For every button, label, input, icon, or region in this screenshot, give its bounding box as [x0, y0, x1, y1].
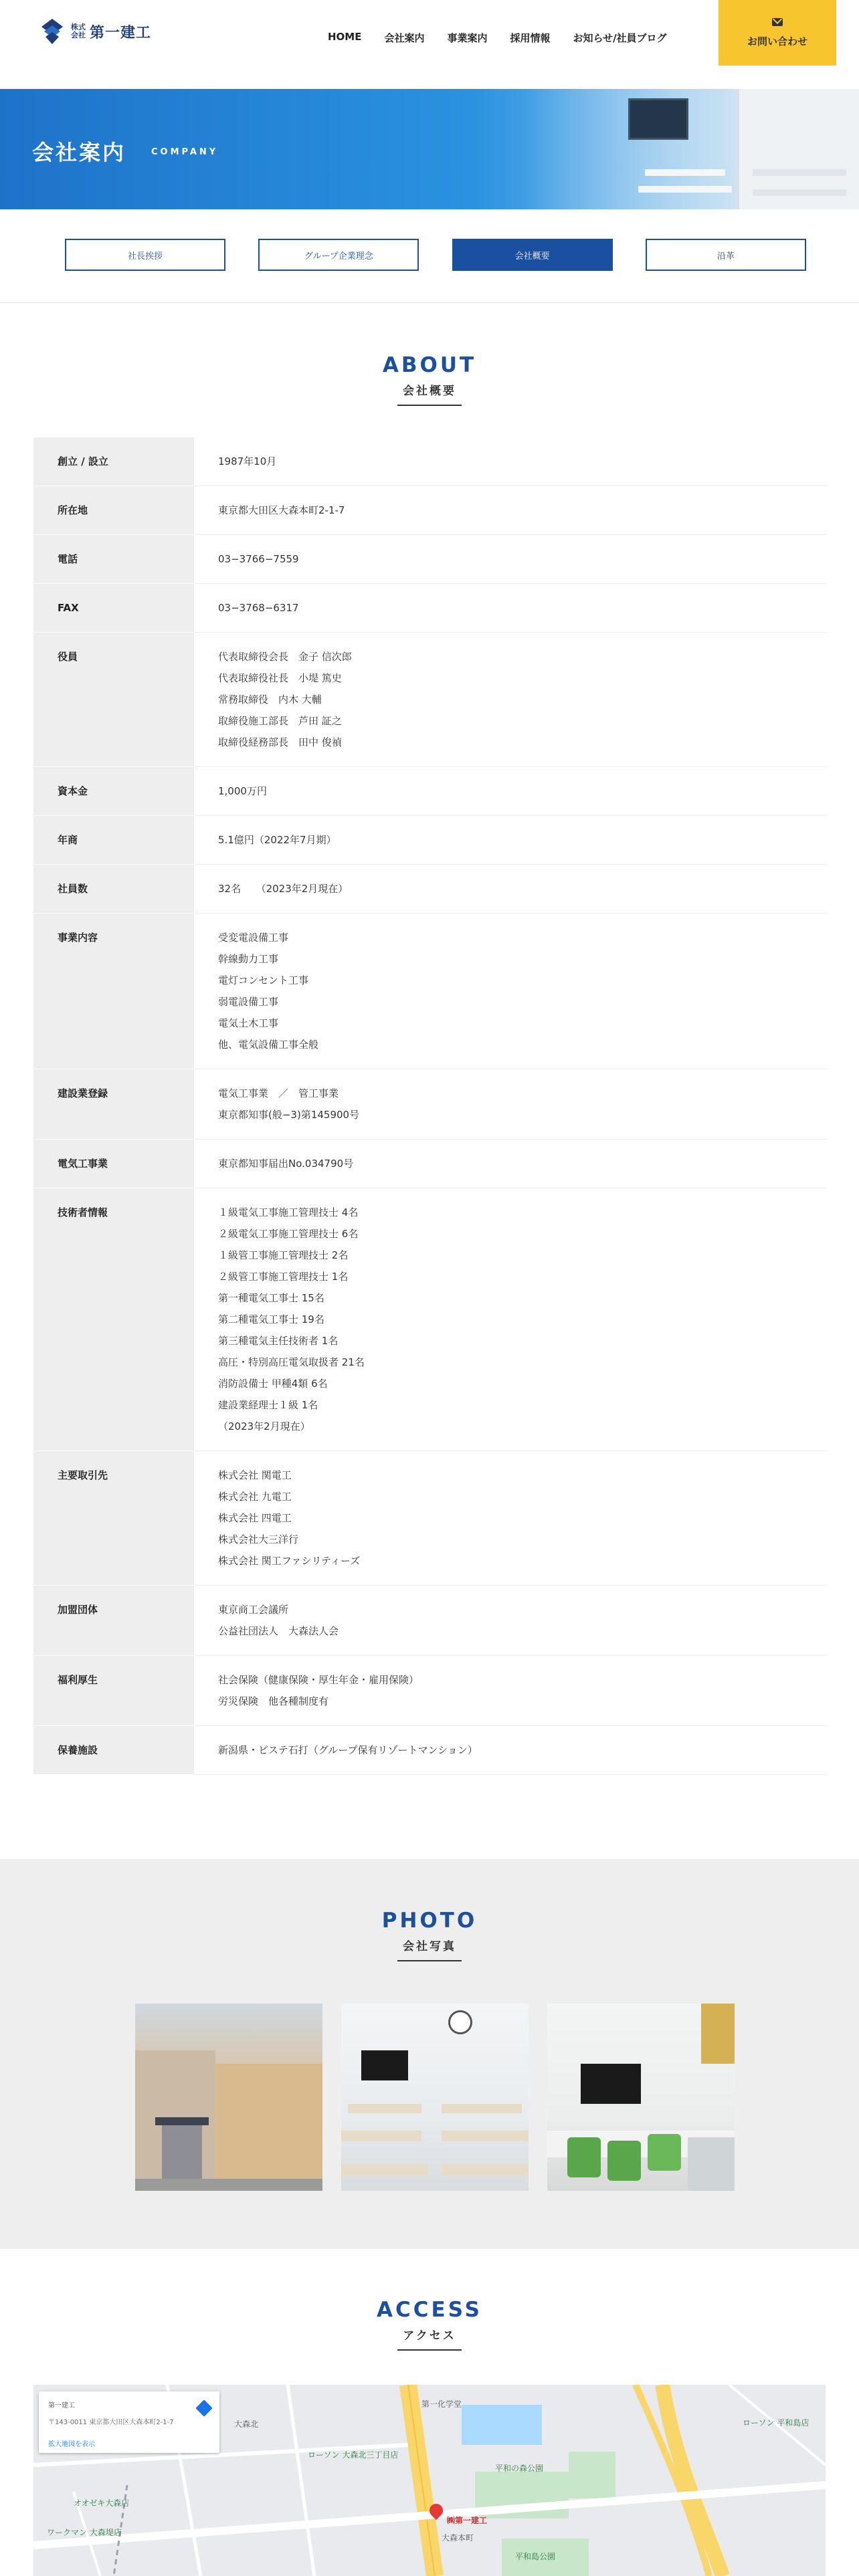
table-row: [33, 1586, 827, 1656]
row-value: [194, 437, 827, 486]
row-value: [194, 914, 827, 1069]
hero-desk-shape: [753, 169, 846, 176]
nav-business[interactable]: 事業案内: [447, 32, 488, 44]
access-heading-ja: アクセス: [403, 2329, 456, 2343]
row-value-text: 5.1億円（2022年7月期）: [218, 834, 337, 846]
row-label: 所在地: [33, 486, 194, 535]
mail-icon: [772, 18, 783, 26]
section-tabs: [65, 239, 806, 271]
map-label: 大森本町: [442, 2533, 474, 2543]
map-label: 平和の森公園: [495, 2464, 544, 2473]
tab-history[interactable]: 沿革: [646, 239, 806, 271]
row-value-text: 東京都知事届出No.034790号: [218, 1158, 354, 1170]
row-value: [194, 535, 827, 584]
map-label: オオゼキ大森店: [74, 2498, 130, 2508]
map-label: 大森北: [234, 2420, 259, 2429]
row-value: [194, 1586, 827, 1656]
photo-heading-en: PHOTO: [381, 1909, 478, 1933]
row-label: 電話: [33, 535, 194, 584]
row-value-text: 32名 （2023年2月現在）: [218, 883, 349, 895]
row-value: [194, 633, 827, 767]
hero-room-panel: [735, 89, 859, 209]
nav-recruit[interactable]: 採用情報: [510, 32, 551, 44]
photo-building-exterior[interactable]: [135, 2004, 322, 2191]
table-row: [33, 584, 827, 633]
global-nav: [328, 31, 690, 45]
table-row: [33, 1188, 827, 1451]
contact-button[interactable]: [719, 0, 836, 66]
access-heading-en: ACCESS: [377, 2298, 482, 2322]
row-value-text: 株式会社 関電工 株式会社 九電工 株式会社 四電工 株式会社大三洋行 株式会社 関工ファシリティーズ: [218, 1469, 361, 1567]
row-label: 社員数: [33, 865, 194, 914]
page-subtitle: COMPANY: [151, 147, 219, 157]
row-value: [194, 1069, 827, 1140]
row-label: 資本金: [33, 767, 194, 816]
table-row: [33, 767, 827, 816]
heading-underline: [397, 1960, 462, 1961]
table-row: [33, 437, 827, 486]
map-enlarge-link[interactable]: 拡大地図を表示: [48, 2441, 95, 2448]
row-label: 年商: [33, 816, 194, 865]
photo-heading-ja: 会社写真: [403, 1940, 456, 1953]
hero-desk-shape: [638, 186, 732, 193]
row-value-text: 03−3766−7559: [218, 553, 299, 565]
tab-group-philosophy[interactable]: グループ企業理念: [258, 239, 419, 271]
table-row: [33, 535, 827, 584]
photo-gallery: [135, 2004, 753, 2191]
row-value: [194, 1656, 827, 1726]
hero-desk-shape: [753, 189, 846, 196]
row-label: 創立 / 設立: [33, 437, 194, 486]
divider: [0, 302, 859, 303]
contact-button-label: お問い合わせ: [747, 35, 807, 47]
map-label: ローソン 大森北三丁目店: [308, 2450, 399, 2460]
row-value-text: 東京都大田区大森本町2-1-7: [218, 504, 345, 516]
row-value-text: 東京商工会議所 公益社団法人 大森法人会: [218, 1604, 339, 1637]
row-label: 電気工事業: [33, 1140, 194, 1188]
table-row: [33, 1140, 827, 1188]
row-value-text: 03−3768−6317: [218, 602, 299, 614]
site-header: [0, 0, 859, 89]
table-row: [33, 816, 827, 865]
photo-office-desk[interactable]: [547, 2004, 735, 2191]
photo-heading: [0, 1909, 859, 1961]
company-overview-table: [33, 437, 827, 1775]
hero-office-image: [524, 89, 859, 209]
row-value-text: 1,000万円: [218, 785, 267, 797]
row-label: 技術者情報: [33, 1188, 194, 1451]
nav-company[interactable]: 会社案内: [384, 32, 425, 44]
row-label: 建設業登録: [33, 1069, 194, 1140]
row-value: [194, 1726, 827, 1775]
heading-underline: [397, 405, 462, 406]
row-label: 福利厚生: [33, 1656, 194, 1726]
logo-mark-icon: [40, 17, 64, 45]
table-row: [33, 1656, 827, 1726]
row-label: 加盟団体: [33, 1586, 194, 1656]
row-value-text: 1987年10月: [218, 455, 277, 467]
row-value-text: 新潟県・ピステ石打（グループ保有リゾートマンション）: [218, 1744, 478, 1756]
row-value: [194, 584, 827, 633]
access-heading: [0, 2298, 859, 2351]
hero-monitor-shape: [628, 98, 688, 140]
logo-company-type: 株式会社: [71, 23, 86, 39]
table-row: [33, 914, 827, 1069]
map-card-address: 〒143-0011 東京都大田区大森本町2-1-7: [48, 2419, 174, 2426]
row-value: [194, 767, 827, 816]
about-heading-ja: 会社概要: [403, 385, 456, 398]
hero-desk-shape: [645, 169, 725, 176]
map-label: 第一化学堂: [421, 2399, 462, 2409]
table-row: [33, 865, 827, 914]
tab-company-overview[interactable]: 会社概要: [452, 239, 613, 271]
about-heading-en: ABOUT: [382, 353, 477, 377]
map-label: ワークマン 大森堤店: [47, 2528, 122, 2537]
row-value-text: 社会保険（健康保険・厚生年金・雇用保険） 労災保険 他各種制度有: [218, 1674, 419, 1707]
table-row: [33, 633, 827, 767]
row-value: [194, 486, 827, 535]
row-label: 事業内容: [33, 914, 194, 1069]
map-label: 平和島公園: [515, 2552, 556, 2561]
photo-meeting-room[interactable]: [341, 2004, 529, 2191]
row-value: [194, 865, 827, 914]
nav-home[interactable]: HOME: [328, 31, 362, 43]
tab-president-message[interactable]: 社長挨拶: [65, 239, 225, 271]
row-label: 主要取引先: [33, 1451, 194, 1586]
map-info-card: [39, 2391, 219, 2453]
about-heading: [0, 353, 859, 406]
logo-company-name: 第一建工: [90, 24, 152, 41]
row-label: 役員: [33, 633, 194, 767]
row-value: [194, 1140, 827, 1188]
page-hero: [0, 89, 859, 209]
row-value: [194, 816, 827, 865]
row-value-text: 代表取締役会長 金子 信次郎 代表取締役社長 小堤 篤史 常務取締役 内木 大輔 取締役施工部長 芦田 証之 取締役経務部長 田中 俊禎: [218, 651, 352, 748]
company-logo[interactable]: [40, 17, 151, 45]
table-row: [33, 1069, 827, 1140]
map-label-company: ㈱第一建工: [447, 2516, 488, 2525]
map-label: ローソン 平和島店: [743, 2418, 809, 2428]
row-value: [194, 1188, 827, 1451]
row-value-text: １級電気工事施工管理技士 4名 ２級電気工事施工管理技士 6名 １級管工事施工管理技士 2名 ２級管工事施工管理技士 1名 第一種電気工事士 15名 第二種電気工事士 19名 第三種電気主任技術者 1名 高圧・特別高圧電気取扱者 21名 消防設備士 甲種4類 6名 建設業経理士１級 1名 （2023年2月現在）: [218, 1206, 365, 1432]
row-value-text: 受変電設備工事 幹線動力工事 電灯コンセント工事 弱電設備工事 電気土木工事 他、電気設備工事全般: [218, 932, 319, 1051]
row-label: 保養施設: [33, 1726, 194, 1775]
page-title: 会社案内: [32, 140, 126, 165]
heading-underline: [397, 2349, 462, 2351]
table-row: [33, 1451, 827, 1586]
row-label: FAX: [33, 584, 194, 633]
nav-news-blog[interactable]: お知らせ/社員ブログ: [573, 32, 667, 44]
table-row: [33, 1726, 827, 1775]
row-value-text: 電気工事業 ／ 管工事業 東京都知事(般−3)第145900号: [218, 1087, 360, 1121]
map-card-title: 第一建工: [48, 2402, 75, 2409]
access-map[interactable]: [33, 2385, 826, 2576]
row-value: [194, 1451, 827, 1586]
table-row: [33, 486, 827, 535]
